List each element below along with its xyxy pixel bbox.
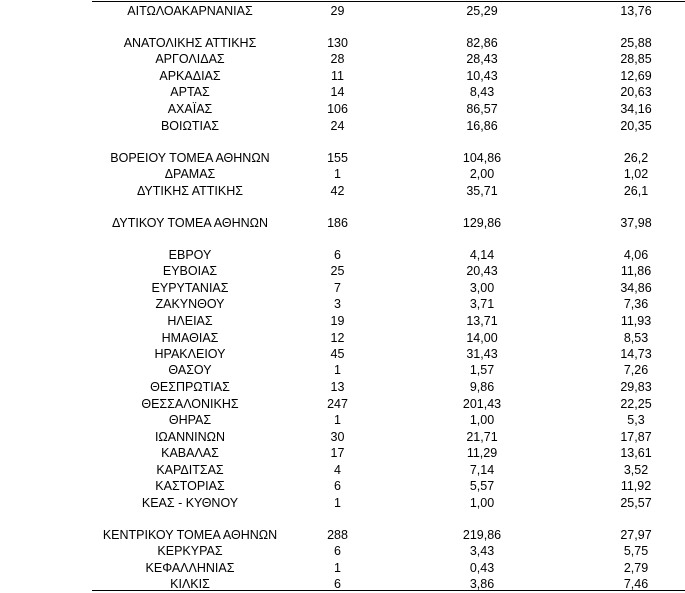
- table-row: [0, 183, 685, 200]
- prefecture-cell: ΕΥΒΟΙΑΣ: [162, 264, 218, 278]
- prefecture-cell: ΕΥΡΥΤΑΝΙΑΣ: [151, 281, 229, 295]
- value-cell: 5,57: [469, 479, 495, 493]
- table-row: [0, 478, 685, 495]
- prefecture-cell: ΚΕΦΑΛΛΗΝΙΑΣ: [145, 561, 235, 575]
- value-cell: 219,86: [462, 528, 502, 542]
- count-cell: 30: [330, 430, 345, 444]
- prefecture-cell: ΑΧΑΪΑΣ: [167, 102, 213, 116]
- value-cell: 0,43: [469, 561, 495, 575]
- count-cell: 247: [327, 397, 348, 411]
- rate-cell: 7,36: [623, 297, 649, 311]
- count-cell: 288: [327, 528, 348, 542]
- rate-cell: 5,3: [627, 413, 645, 427]
- value-cell: 86,57: [466, 102, 498, 116]
- prefecture-cell: ΔΥΤΙΚΗΣ ΑΤΤΙΚΗΣ: [137, 184, 243, 198]
- prefecture-cell: ΘΗΡΑΣ: [168, 413, 212, 427]
- value-cell: 10,43: [466, 69, 498, 83]
- count-cell: 25: [330, 264, 345, 278]
- table-row: [0, 68, 685, 85]
- prefecture-cell: ΚΑΡΔΙΤΣΑΣ: [156, 463, 224, 477]
- prefecture-cell: ΒΟΙΩΤΙΑΣ: [160, 119, 220, 133]
- prefecture-cell: ΕΒΡΟΥ: [168, 248, 212, 262]
- value-cell: 20,43: [466, 264, 498, 278]
- value-cell: 1,00: [469, 496, 495, 510]
- rate-cell: 29,83: [620, 380, 652, 394]
- prefecture-cell: ΘΕΣΠΡΩΤΙΑΣ: [150, 380, 230, 394]
- prefecture-cell: ΚΑΒΑΛΑΣ: [161, 446, 219, 460]
- rate-cell: 7,46: [623, 577, 649, 591]
- prefecture-cell: ΗΜΑΘΙΑΣ: [161, 331, 219, 345]
- value-cell: 11,29: [466, 446, 498, 460]
- count-cell: 6: [334, 544, 341, 558]
- table-row: [0, 495, 685, 512]
- count-cell: 12: [330, 331, 345, 345]
- value-cell: 13,71: [466, 314, 498, 328]
- table-row: [0, 560, 685, 577]
- table-row: [0, 166, 685, 183]
- prefecture-cell: ΙΩΑΝΝΙΝΩΝ: [154, 430, 226, 444]
- table-row: [0, 150, 685, 167]
- value-cell: 28,43: [466, 52, 498, 66]
- rate-cell: 26,2: [623, 151, 649, 165]
- prefecture-cell: ΑΡΚΑΔΙΑΣ: [159, 69, 221, 83]
- prefecture-cell: ΑΡΤΑΣ: [170, 85, 210, 99]
- rate-cell: 37,98: [620, 216, 652, 230]
- prefecture-cell: ΚΙΛΚΙΣ: [170, 577, 210, 591]
- value-cell: 31,43: [466, 347, 498, 361]
- count-cell: 106: [327, 102, 348, 116]
- value-cell: 7,14: [469, 463, 495, 477]
- count-cell: 6: [334, 248, 341, 262]
- count-cell: 7: [334, 281, 341, 295]
- rate-cell: 13,61: [620, 446, 652, 460]
- table-row: [0, 429, 685, 446]
- count-cell: 130: [327, 36, 348, 50]
- value-cell: 35,71: [466, 184, 498, 198]
- count-cell: 1: [334, 561, 341, 575]
- prefecture-cell: ΘΕΣΣΑΛΟΝΙΚΗΣ: [141, 397, 239, 411]
- rate-cell: 1,02: [623, 167, 649, 181]
- table-row: [0, 379, 685, 396]
- count-cell: 17: [330, 446, 345, 460]
- prefecture-cell: ΚΕΡΚΥΡΑΣ: [157, 544, 223, 558]
- count-cell: 45: [330, 347, 345, 361]
- rate-cell: 20,35: [620, 119, 652, 133]
- value-cell: 21,71: [466, 430, 498, 444]
- prefecture-cell: ΑΝΑΤΟΛΙΚΗΣ ΑΤΤΙΚΗΣ: [123, 36, 257, 50]
- value-cell: 82,86: [466, 36, 498, 50]
- rate-cell: 25,57: [620, 496, 652, 510]
- table-row: [0, 396, 685, 413]
- table-row: [0, 51, 685, 68]
- value-cell: 2,00: [469, 167, 495, 181]
- count-cell: 1: [334, 167, 341, 181]
- table-row: [0, 362, 685, 379]
- table-row: [0, 346, 685, 363]
- prefecture-cell: ΚΕΑΣ - ΚΥΘΝΟΥ: [141, 496, 239, 510]
- value-cell: 3,00: [469, 281, 495, 295]
- value-cell: 9,86: [469, 380, 495, 394]
- rate-cell: 11,86: [620, 264, 652, 278]
- table-row: [0, 527, 685, 544]
- count-cell: 13: [330, 380, 345, 394]
- rate-cell: 11,92: [620, 479, 652, 493]
- count-cell: 42: [330, 184, 345, 198]
- table-row: [0, 118, 685, 135]
- table-row: [0, 543, 685, 560]
- table-bottom-rule: [92, 590, 685, 591]
- rate-cell: 20,63: [620, 85, 652, 99]
- table-row: [0, 462, 685, 479]
- prefecture-cell: ΗΛΕΙΑΣ: [167, 314, 213, 328]
- count-cell: 1: [334, 363, 341, 377]
- table-row: [0, 296, 685, 313]
- prefecture-cell: ΖΑΚΥΝΘΟΥ: [155, 297, 225, 311]
- table-top-rule: [92, 1, 685, 2]
- prefecture-cell: ΑΡΓΟΛΙΔΑΣ: [155, 52, 225, 66]
- value-cell: 8,43: [469, 85, 495, 99]
- value-cell: 25,29: [466, 4, 498, 18]
- count-cell: 4: [334, 463, 341, 477]
- rate-cell: 3,52: [623, 463, 649, 477]
- table-row: [0, 330, 685, 347]
- rate-cell: 5,75: [623, 544, 649, 558]
- rate-cell: 13,76: [620, 4, 652, 18]
- value-cell: 129,86: [462, 216, 502, 230]
- count-cell: 19: [330, 314, 345, 328]
- rate-cell: 34,16: [620, 102, 652, 116]
- prefecture-cell: ΚΕΝΤΡΙΚΟΥ ΤΟΜΕΑ ΑΘΗΝΩΝ: [102, 528, 278, 542]
- value-cell: 1,00: [469, 413, 495, 427]
- table-row: [0, 3, 685, 20]
- rate-cell: 28,85: [620, 52, 652, 66]
- value-cell: 1,57: [469, 363, 495, 377]
- value-cell: 104,86: [462, 151, 502, 165]
- rate-cell: 27,97: [620, 528, 652, 542]
- value-cell: 3,86: [469, 577, 495, 591]
- count-cell: 3: [334, 297, 341, 311]
- table-row: [0, 412, 685, 429]
- count-cell: 155: [327, 151, 348, 165]
- count-cell: 6: [334, 577, 341, 591]
- value-cell: 16,86: [466, 119, 498, 133]
- count-cell: 6: [334, 479, 341, 493]
- table-row: [0, 313, 685, 330]
- rate-cell: 8,53: [623, 331, 649, 345]
- rate-cell: 34,86: [620, 281, 652, 295]
- rate-cell: 4,06: [623, 248, 649, 262]
- prefecture-cell: ΚΑΣΤΟΡΙΑΣ: [155, 479, 225, 493]
- value-cell: 3,43: [469, 544, 495, 558]
- count-cell: 29: [330, 4, 345, 18]
- table-row: [0, 280, 685, 297]
- rate-cell: 22,25: [620, 397, 652, 411]
- prefecture-cell: ΘΑΣΟΥ: [168, 363, 212, 377]
- table-row: [0, 263, 685, 280]
- prefecture-cell: ΒΟΡΕΙΟΥ ΤΟΜΕΑ ΑΘΗΝΩΝ: [110, 151, 270, 165]
- value-cell: 14,00: [466, 331, 498, 345]
- value-cell: 201,43: [462, 397, 502, 411]
- value-cell: 3,71: [469, 297, 495, 311]
- table-row: [0, 445, 685, 462]
- count-cell: 14: [330, 85, 345, 99]
- count-cell: 1: [334, 496, 341, 510]
- table-row: [0, 35, 685, 52]
- count-cell: 24: [330, 119, 345, 133]
- rate-cell: 7,26: [623, 363, 649, 377]
- value-cell: 4,14: [469, 248, 495, 262]
- rate-cell: 12,69: [620, 69, 652, 83]
- rate-cell: 14,73: [620, 347, 652, 361]
- count-cell: 1: [334, 413, 341, 427]
- rate-cell: 17,87: [620, 430, 652, 444]
- rate-cell: 2,79: [623, 561, 649, 575]
- prefecture-cell: ΑΙΤΩΛΟΑΚΑΡΝΑΝΙΑΣ: [127, 4, 253, 18]
- table-row: [0, 84, 685, 101]
- count-cell: 11: [331, 69, 344, 83]
- count-cell: 28: [330, 52, 345, 66]
- prefecture-cell: ΔΡΑΜΑΣ: [164, 167, 216, 181]
- prefecture-cell: ΔΥΤΙΚΟΥ ΤΟΜΕΑ ΑΘΗΝΩΝ: [111, 216, 269, 230]
- prefecture-cell: ΗΡΑΚΛΕΙΟΥ: [154, 347, 226, 361]
- table-row: [0, 101, 685, 118]
- rate-cell: 11,93: [620, 314, 652, 328]
- table-row: [0, 247, 685, 264]
- table-row: [0, 215, 685, 232]
- rate-cell: 25,88: [620, 36, 652, 50]
- count-cell: 186: [327, 216, 348, 230]
- rate-cell: 26,1: [623, 184, 649, 198]
